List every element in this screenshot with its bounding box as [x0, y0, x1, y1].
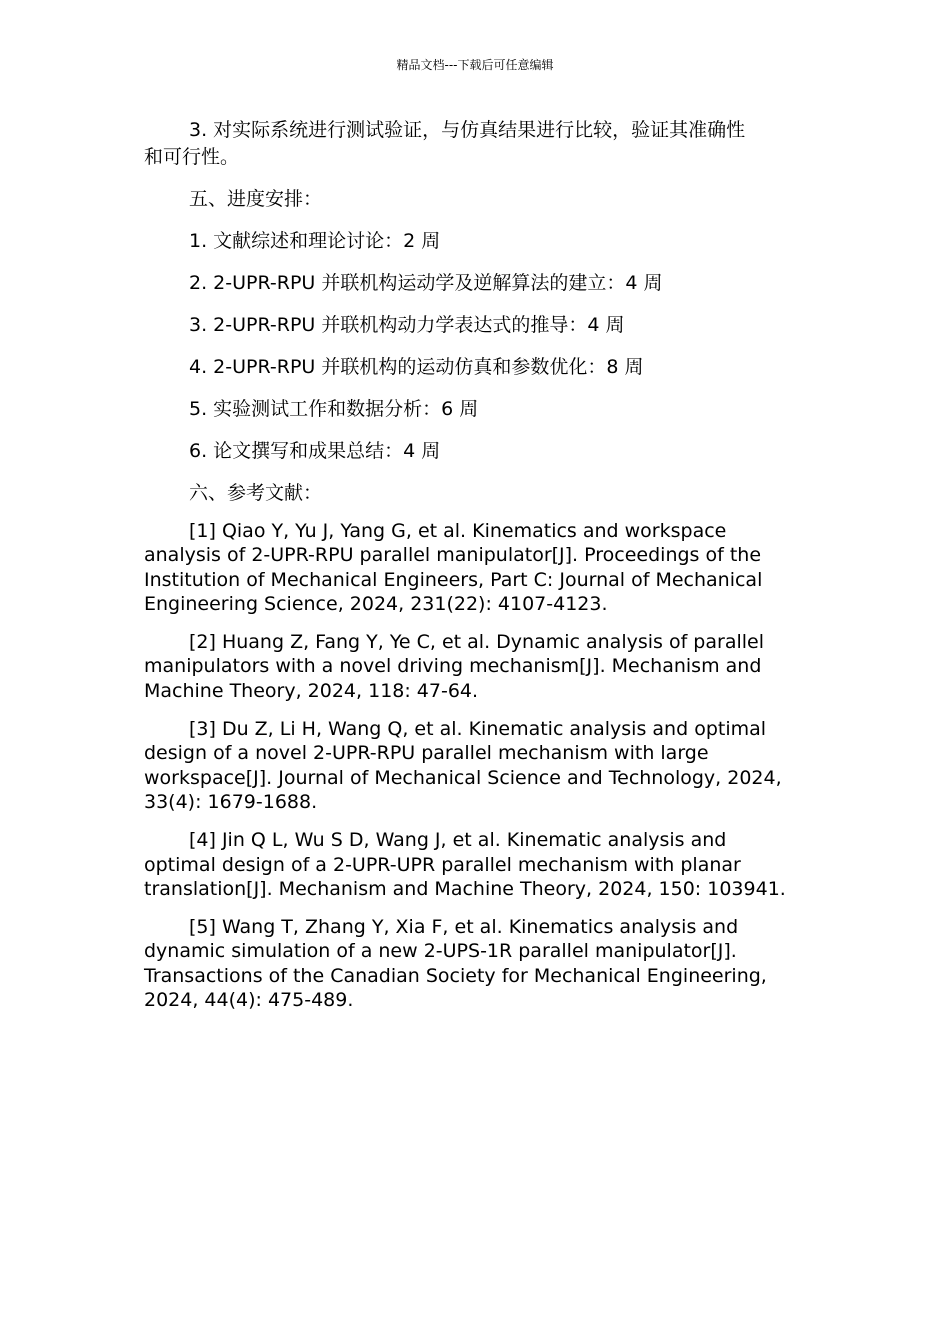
page-header: 精品文档---下载后可任意编辑 [396, 58, 554, 72]
item3-line2: 和可行性。 [144, 146, 240, 168]
schedule-item: 2. 2-UPR-RPU 并联机构运动学及逆解算法的建立：4 周 [189, 272, 663, 294]
section6-title: 六、参考文献： [189, 482, 323, 504]
section5-title: 五、进度安排： [189, 188, 323, 210]
document-body [144, 117, 804, 1012]
reference-item: [3] Du Z, Li H, Wang Q, et al. Kinematic analysis and optimal design of a novel 2-UPR-RPU parallel mechanism with large workspace[J]. Journal of Mechanical Science and Technology, 2024, 33(4): 1679-1688. [144, 718, 782, 813]
reference-item: [2] Huang Z, Fang Y, Ye C, et al. Dynamic analysis of parallel manipulators with a novel driving mechanism[J]. Mechanism and Machine Theory, 2024, 118: 47-64. [144, 631, 764, 702]
reference-item: [5] Wang T, Zhang Y, Xia F, et al. Kinematics analysis and dynamic simulation of a new 2-UPS-1R parallel manipulator[J]. Transactions of the Canadian Society for Mechanical Engineering, 2024, 44(4): 475-489. [144, 916, 767, 1012]
schedule-item: 6. 论文撰写和成果总结：4 周 [189, 440, 441, 462]
reference-item: [1] Qiao Y, Yu J, Yang G, et al. Kinematics and workspace analysis of 2-UPR-RPU parallel manipulator[J]. Proceedings of the Institution of Mechanical Engineers, Part C: Journal of Mechanical Engineering Science, 2024, 231(22): 4107-4123. [144, 520, 763, 615]
schedule-item: 1. 文献综述和理论讨论：2 周 [189, 230, 441, 252]
item3-line1: 3. 对实际系统进行测试验证，与仿真结果进行比较，验证其准确性 [189, 119, 746, 141]
schedule-item: 5. 实验测试工作和数据分析：6 周 [189, 398, 479, 420]
schedule-item: 3. 2-UPR-RPU 并联机构动力学表达式的推导：4 周 [189, 314, 625, 336]
schedule-item: 4. 2-UPR-RPU 并联机构的运动仿真和参数优化：8 周 [189, 356, 644, 378]
reference-item: [4] Jin Q L, Wu S D, Wang J, et al. Kinematic analysis and optimal design of a 2-UPR-UPR parallel mechanism with planar translation[J]. Mechanism and Machine Theory, 2024, 150: 103941. [144, 829, 786, 900]
